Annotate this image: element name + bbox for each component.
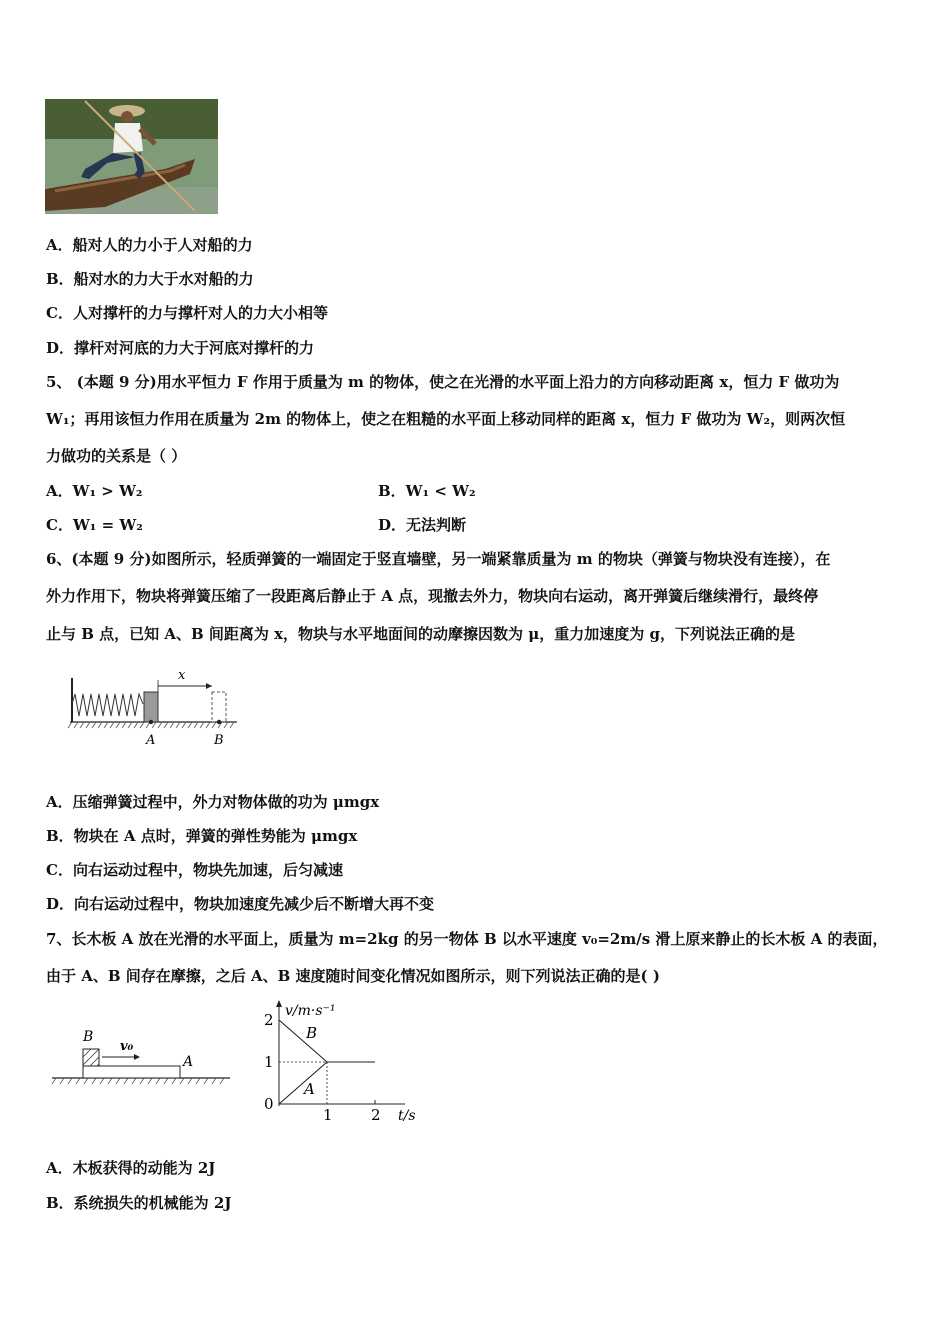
q7-stem-line-1: 7、长木板 A 放在光滑的水平面上，质量为 m=2kg 的另一物体 B 以水平速度 v₀=2m/s 滑上原来静止的长木板 A 的表面， — [46, 930, 888, 948]
q6-option-a: A．压缩弹簧过程中，外力对物体做的功为 μmgx — [46, 793, 380, 811]
graph-label-a: A — [304, 1080, 315, 1098]
y-axis-label: v/m·s⁻¹ — [285, 1003, 336, 1019]
q6-stem-line-1: 6、(本题 9 分)如图所示，轻质弹簧的一端固定于竖直墙壁，另一端紧靠质量为 m 的物块（弹簧与物块没有连接），在 — [46, 550, 831, 568]
x-axis-label: t/s — [398, 1108, 416, 1124]
q5-stem-line-1: 5、 (本题 9 分)用水平恒力 F 作用于质量为 m 的物体，使之在光滑的水平面上沿力的方向移动距离 x，恒力 F 做功为 — [46, 373, 840, 391]
q5-option-c: C．W₁ = W₂ — [46, 516, 143, 534]
velocity-arrow-icon — [134, 1054, 140, 1060]
boat-photo — [45, 99, 218, 214]
q6-option-d: D．向右运动过程中，物块加速度先减少后不断增大再不变 — [46, 895, 435, 913]
y-tick-1: 1 — [264, 1053, 274, 1071]
q7-stem-line-2: 由于 A、B 间存在摩擦，之后 A、B 速度随时间变化情况如图所示，则下列说法正确的是( ) — [46, 967, 660, 985]
q6-option-b: B．物块在 A 点时，弹簧的弹性势能为 μmgx — [46, 827, 358, 845]
x-tick-1: 1 — [323, 1106, 333, 1124]
spring — [72, 694, 143, 716]
velocity-time-graph — [255, 996, 430, 1124]
line-a — [279, 1062, 327, 1104]
q4-option-a: A．船对人的力小于人对船的力 — [46, 236, 253, 254]
label-b: B — [214, 733, 224, 748]
label-a: A — [183, 1054, 194, 1070]
q4-option-b: B．船对水的力大于水对船的力 — [46, 270, 254, 288]
label-x: x — [178, 668, 186, 683]
q6-stem-line-3: 止与 B 点，已知 A、B 间距离为 x，物块与水平地面间的动摩擦因数为 μ，重力加速度为 g，下列说法正确的是 — [46, 625, 795, 643]
q6-option-c: C．向右运动过程中，物块先加速，后匀减速 — [46, 861, 343, 879]
q4-option-d: D．撑杆对河底的力大于河底对撑杆的力 — [46, 339, 315, 357]
label-a: A — [146, 733, 156, 748]
y-tick-2: 2 — [264, 1011, 274, 1029]
q7-option-b: B．系统损失的机械能为 2J — [46, 1194, 232, 1212]
q5-stem-line-2: W₁；再用该恒力作用在质量为 2m 的物体上，使之在粗糙的水平面上移动同样的距离 x，恒力 F 做功为 W₂，则两次恒 — [46, 410, 846, 428]
q5-stem-line-3: 力做功的关系是（ ） — [46, 447, 187, 465]
line-b — [279, 1020, 375, 1062]
y-axis-arrow-icon — [276, 1000, 282, 1007]
q6-stem-line-2: 外力作用下，物块将弹簧压缩了一段距离后静止于 A 点，现撤去外力，物块向右运动，离开弹簧后继续滑行，最终停 — [46, 587, 819, 605]
y-tick-0: 0 — [264, 1095, 274, 1113]
label-v0: v₀ — [120, 1039, 134, 1054]
distance-arrow-icon — [206, 683, 212, 689]
spring-block-figure — [62, 660, 242, 750]
board-a — [83, 1066, 180, 1078]
q4-option-c: C．人对撑杆的力与撑杆对人的力大小相等 — [46, 304, 328, 322]
x-tick-2: 2 — [371, 1106, 381, 1124]
q5-option-d: D．无法判断 — [378, 516, 467, 534]
q5-option-b: B．W₁ < W₂ — [378, 482, 476, 500]
block — [144, 692, 158, 722]
label-b: B — [83, 1029, 94, 1045]
q7-option-a: A．木板获得的动能为 2J — [46, 1159, 216, 1177]
boat-photo-illustration — [45, 99, 218, 214]
q5-option-a: A．W₁ > W₂ — [46, 482, 143, 500]
board-figure — [50, 1022, 235, 1092]
graph-label-b: B — [306, 1024, 318, 1042]
block-final-position — [212, 692, 226, 722]
